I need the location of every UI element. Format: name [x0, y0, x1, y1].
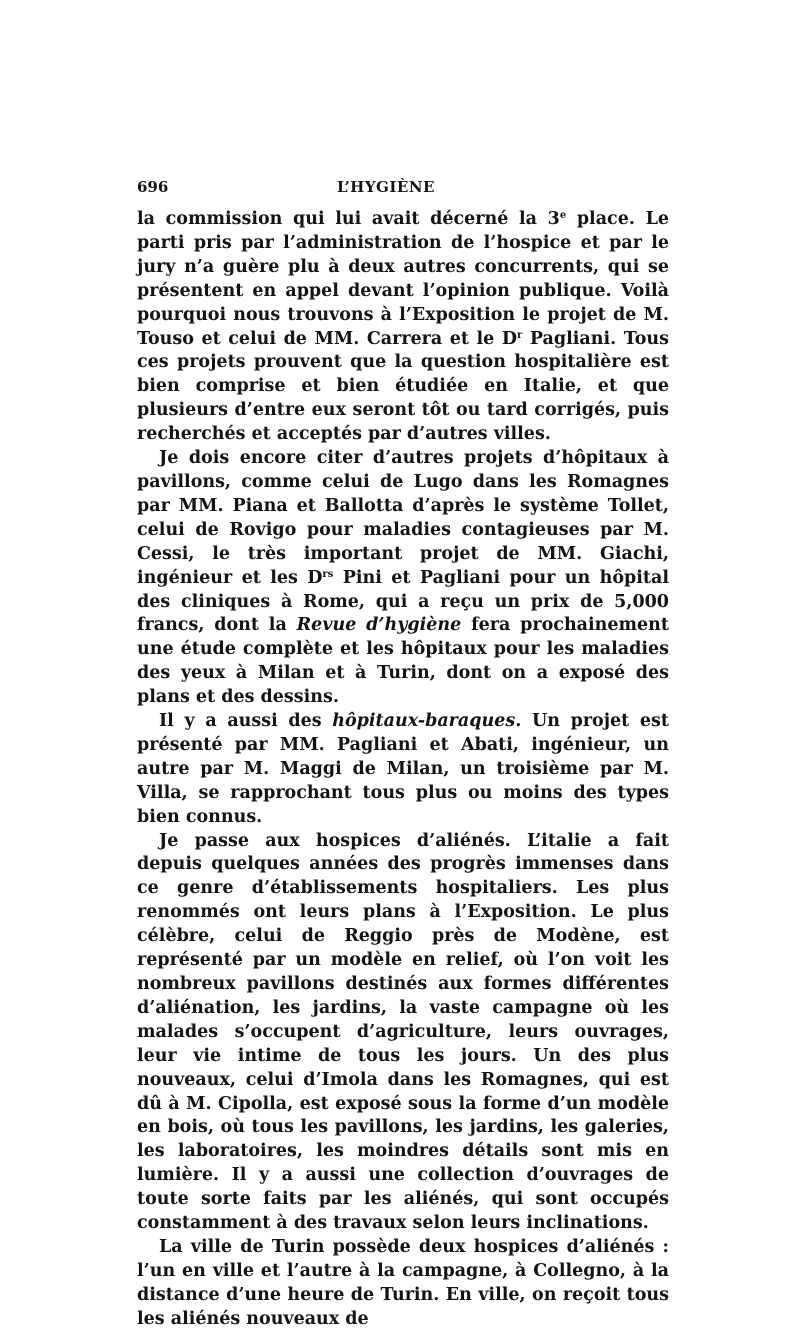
text-run: La ville de Turin possède deux hospices d’aliénés : l’un en ville et l’autre à la campagne, à Collegno, à la distance d’une heure de Turin. En ville, on reçoit tous les aliénés nouveaux de — [137, 1236, 669, 1329]
running-title: L’HYGIÈNE — [337, 178, 435, 196]
text-run: Je passe aux hospices d’aliénés. L’italie a fait depuis quelques années des progrès immenses dans ce genre d’établissements hospitaliers. Les plus renommés ont leurs plans à l’Exposition. Le plus célèbre, celui de Reggio près de Modène, est représenté par un modèle en relief, où l’on voit les nombreux pavillons destinés aux formes différentes d’aliénation, les jardins, la vaste campagne où les malades s’occupent d’agriculture, leurs ouvrages, leur vie intime de tous les jours. Un des plus nouveaux, celui d’Imola dans les Romagnes, qui est dû à M. Cipolla, est exposé sous la forme d’un modèle en bois, où tous les pavillons, les jardins, les galeries, les laboratoires, les moindres détails sont mis en lumière. Il y a aussi une collection d’ouvrages de toute sorte faits par les aliénés, qui sont occupés constamment à des travaux selon leurs inclinations. — [137, 830, 669, 1234]
superscript: r — [517, 329, 523, 341]
paragraph-p3 — [137, 710, 669, 830]
paragraph-p4 — [137, 830, 669, 1236]
paragraph-p1 — [137, 208, 669, 447]
text-run: Pagliani. Tous ces projets prouvent que la question hospitalière est bien comprise et bien étudiée en Italie, et que plusieurs d’entre eux seront tôt ou tard corrigés, puis recherchés et acceptés par d’autres villes. — [137, 328, 670, 445]
superscript: rs — [322, 568, 334, 580]
page-header — [137, 178, 669, 208]
superscript: e — [559, 210, 567, 221]
text-run: la commission qui lui avait décerné la 3 — [137, 209, 560, 229]
body-text — [137, 208, 669, 1332]
text-run: Pini et Pagliani pour un hôpital des cliniques à Rome, qui a reçu un prix de 5,000 francs, dont la — [137, 567, 669, 636]
paragraph-p5 — [137, 1236, 669, 1332]
text-run: . Un projet est présenté par MM. Pagliani et Abati, ingénieur, un autre par M. Maggi de Milan, un troisième par M. Villa, se rapprochant tous plus ou moins des types bien connus. — [137, 711, 669, 827]
italic-text: hôpitaux-baraques — [332, 711, 516, 732]
page-number: 696 — [137, 178, 169, 196]
text-run: place. Le parti pris par l’administration de l’hospice et par le jury n’a guère plu à deux autres concurrents, qui se présentent en appel devant l’opinion publique. Voilà pourquoi nous trouvons à l’Exposition le projet de M. Touso et celui de MM. Carrera et le D — [137, 209, 670, 349]
paragraph-p2 — [137, 447, 669, 710]
text-run: Je dois encore citer d’autres projets d’hôpitaux à pavillons, comme celui de Lugo dans les Romagnes par MM. Piana et Ballotta d’après le système Tollet, celui de Rovigo pour maladies contagieuses par M. Cessi, le très important projet de MM. Giachi, ingénieur et les D — [137, 448, 669, 588]
italic-text: Revue d’hygiène — [296, 615, 462, 636]
text-run: fera prochainement une étude complète et les hôpitaux pour les maladies des yeux à Milan et à Turin, dont on a exposé des plans et des dessins. — [137, 615, 669, 708]
text-run: Il y a aussi des — [159, 711, 333, 732]
document-page — [137, 178, 669, 1332]
